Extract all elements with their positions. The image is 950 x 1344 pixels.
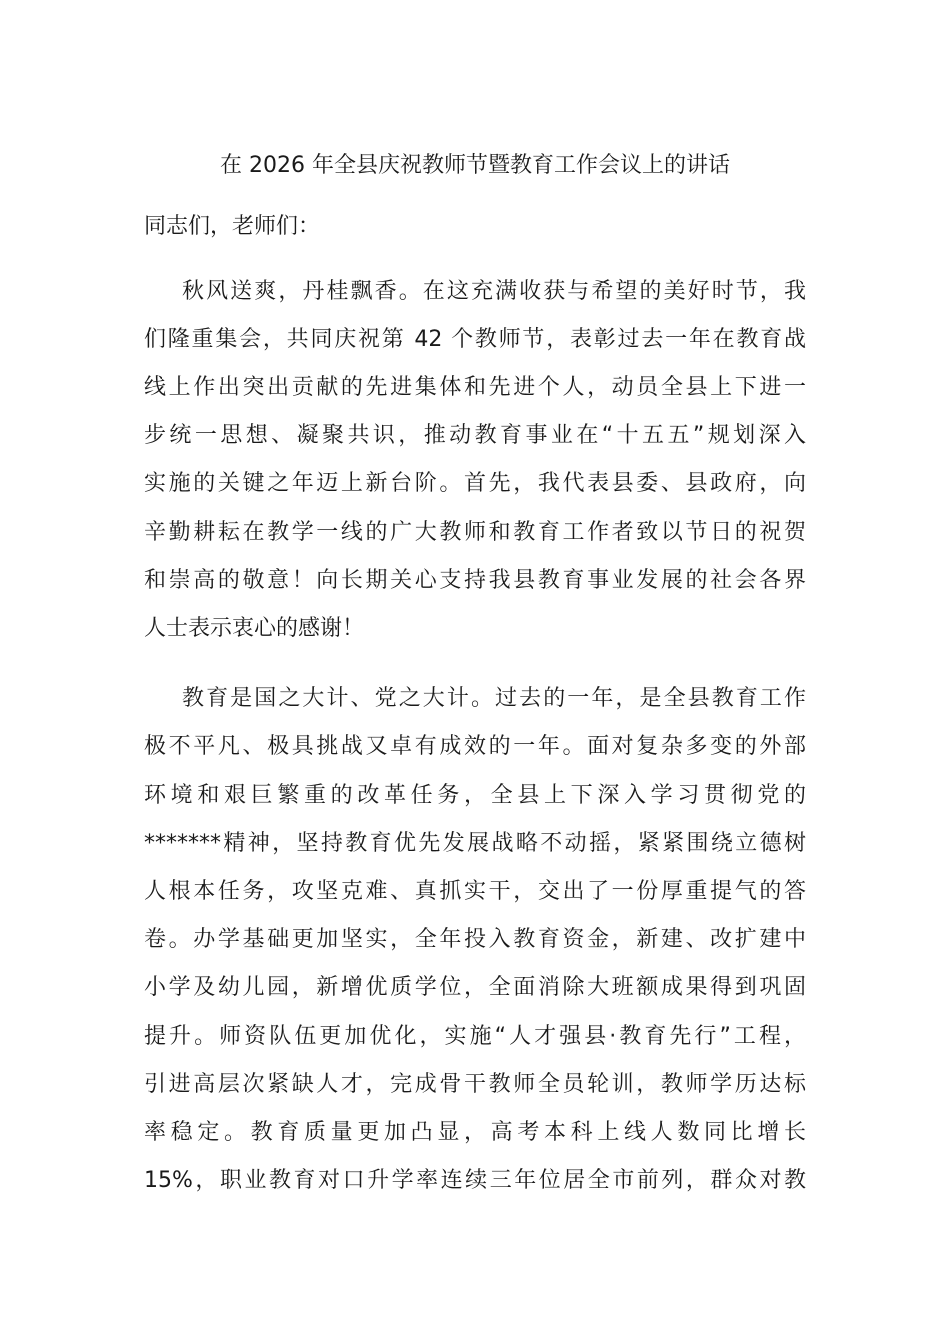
paragraph-1-line: 人士表示衷心的感谢！ bbox=[144, 616, 365, 641]
paragraph-2-line: 引进高层次紧缺人才，完成骨干教师全员轮训，教师学历达标 bbox=[144, 1072, 806, 1097]
paragraph-1-line: 辛勤耕耘在教学一线的广大教师和教育工作者致以节日的祝贺 bbox=[144, 520, 806, 545]
paragraph-2-line: 环境和艰巨繁重的改革任务，全县上下深入学习贯彻党的 bbox=[144, 783, 806, 808]
paragraph-2-line: 率稳定。教育质量更加凸显，高考本科上线人数同比增长 bbox=[144, 1120, 806, 1145]
paragraph-2-line: 15%，职业教育对口升学率连续三年位居全市前列，群众对教 bbox=[144, 1168, 806, 1193]
paragraph-1-line: 们隆重集会，共同庆祝第 42 个教师节，表彰过去一年在教育战 bbox=[144, 327, 806, 352]
paragraph-2-line: 小学及幼儿园，新增优质学位，全面消除大班额成果得到巩固 bbox=[144, 975, 806, 1000]
paragraph-1-line: 秋风送爽，丹桂飘香。在这充满收获与希望的美好时节，我 bbox=[182, 279, 806, 304]
paragraph-2-line: 提升。师资队伍更加优化，实施“人才强县·教育先行”工程， bbox=[144, 1024, 806, 1049]
paragraph-2-line: *******精神，坚持教育优先发展战略不动摇，紧紧围绕立德树 bbox=[144, 831, 806, 856]
paragraph-2-line: 人根本任务，攻坚克难、真抓实干，交出了一份厚重提气的答 bbox=[144, 879, 806, 904]
paragraph-2-line: 教育是国之大计、党之大计。过去的一年，是全县教育工作 bbox=[182, 686, 806, 711]
salutation: 同志们，老师们： bbox=[144, 214, 321, 239]
paragraph-2-line: 极不平凡、极具挑战又卓有成效的一年。面对复杂多变的外部 bbox=[144, 734, 806, 759]
paragraph-1-line: 实施的关键之年迈上新台阶。首先，我代表县委、县政府，向 bbox=[144, 471, 806, 496]
paragraph-2-line: 卷。办学基础更加坚实，全年投入教育资金，新建、改扩建中 bbox=[144, 927, 806, 952]
paragraph-1-line: 和崇高的敬意！向长期关心支持我县教育事业发展的社会各界 bbox=[144, 568, 806, 593]
speech-title: 在 2026 年全县庆祝教师节暨教育工作会议上的讲话 bbox=[220, 153, 730, 178]
paragraph-1-line: 步统一思想、凝聚共识，推动教育事业在“十五五”规划深入 bbox=[144, 423, 806, 448]
paragraph-1-line: 线上作出突出贡献的先进集体和先进个人，动员全县上下进一 bbox=[144, 375, 806, 400]
